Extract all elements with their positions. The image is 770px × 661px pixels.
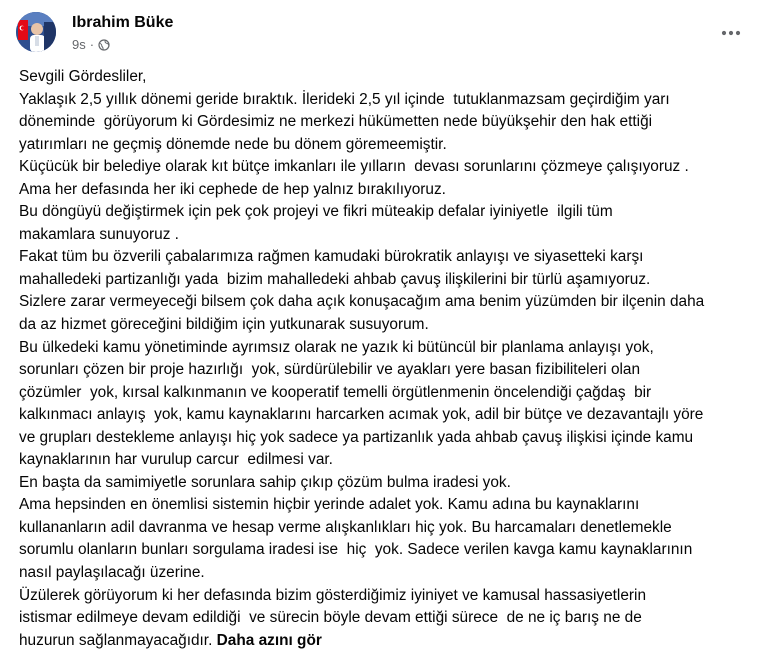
separator-dot: · [89, 37, 95, 52]
post-line: Bu döngüyü değiştirmek için pek çok projeyi ve fikri müteakip defalar iyiniyetle ilgili tüm [19, 203, 613, 221]
author-name[interactable]: Ibrahim Büke [72, 14, 174, 31]
post-timestamp[interactable]: 9s [72, 37, 86, 52]
more-options-button[interactable] [716, 18, 746, 48]
post-line-text: huzurun sağlanmayacağıdır. [19, 631, 213, 649]
see-less-link[interactable]: Daha azını gör [216, 631, 322, 649]
post-line: mahalledeki partizanlığı yada bizim mahalledeki ahbab çavuş ilişkilerini bir türlü aşamıyoruz. [19, 270, 651, 288]
post-line: sorumlu olanların bunları sorgulama iradesi ise hiç yok. Sadece verilen kavga kamu kaynaklarının [19, 541, 693, 559]
post-line: çözümler yok, kırsal kalkınmanın ve kooperatif temelli örgütlenmenin öncelendiği çağdaş bir [19, 383, 652, 401]
post-line: sorunları çözen bir proje hazırlığı yok, sürdürülebilir ve ayakları yere basan fizibiliteleri olan [19, 361, 641, 379]
post-line: Sizlere zarar vermeyeceği bilsem çok daha açık konuşacağım ama benim yüzümden bir ilçenin daha [19, 293, 705, 311]
post-line: Fakat tüm bu özverili çabalarımıza rağmen kamudaki bürokratik anlayışı ve siyasetteki karşı [19, 248, 644, 266]
globe-icon[interactable] [98, 39, 110, 51]
post-line: Küçücük bir belediye olarak kıt bütçe imkanları ile yılların devası sorunlarını çözmeye çalışıyoruz . [19, 158, 689, 176]
post-line: kullananların adil davranma ve hesap verme alışkanlıkları hiç yok. Bu harcamaları denetlemekle [19, 518, 672, 536]
post-line: yatırımları ne geçmiş dönemde nede bu dönem göremeemiştir. [19, 135, 447, 153]
post-line: Bu ülkedeki kamu yönetiminde ayrımsız olarak ne yazık ki bütüncül bir planlama anlayışı yok, [19, 338, 654, 356]
post-line: ve grupları destekleme anlayışı hiç yok sadece ya partizanlık yada ahbab çavuş ilişkisi içinde kamu [19, 428, 694, 446]
post-line: nasıl paylaşılacağı üzerine. [19, 564, 205, 582]
post-line: Ama hepsinden en önemlisi sistemin hiçbir yerinde adalet yok. Kamu adına bu kaynaklarını [19, 496, 640, 514]
post-last-line [19, 630, 759, 653]
avatar[interactable] [16, 12, 56, 52]
post-line: kaynaklarının har vurulup carcur edilmesi var. [19, 451, 333, 469]
post-header [16, 12, 754, 58]
post-line: Ama her defasında her iki cephede de hep yalnız bırakılıyoruz. [19, 180, 446, 198]
post-line: istismar edilmeye devam edildiği ve sürecin böyle devam ettiği sürece de ne iç barış ne de [19, 609, 642, 627]
post-line: Yaklaşık 2,5 yıllık dönemi geride bıraktık. İlerideki 2,5 yıl içinde tutuklanmazsam geçirdiğim yarı [19, 90, 670, 108]
profile-photo-icon [16, 12, 56, 52]
post-text [19, 66, 759, 652]
post-line: makamlara sunuyoruz . [19, 225, 179, 243]
post-line: Sevgili Gördesliler, [19, 68, 147, 85]
more-options-icon [721, 30, 741, 36]
post-meta [72, 37, 110, 52]
post-line: döneminde görüyorum ki Gördesimiz ne merkezi hükümetten nede büyükşehir den hak ettiği [19, 113, 653, 131]
post-line: kalkınmacı anlayış yok, kamu kaynaklarını harcarken acımak yok, adil bir bütçe ve dezavantajlı yöre [19, 406, 704, 424]
post-line: En başta da samimiyetle sorunlara sahip çıkıp çözüm bulma iradesi yok. [19, 473, 511, 491]
post-line: Üzülerek görüyorum ki her defasında bizim gösterdiğimiz iyiniyet ve kamusal hassasiyetlerin [19, 586, 647, 604]
post-line: da az hizmet göreceğini bildiğim için yutkunarak susuyorum. [19, 316, 429, 334]
